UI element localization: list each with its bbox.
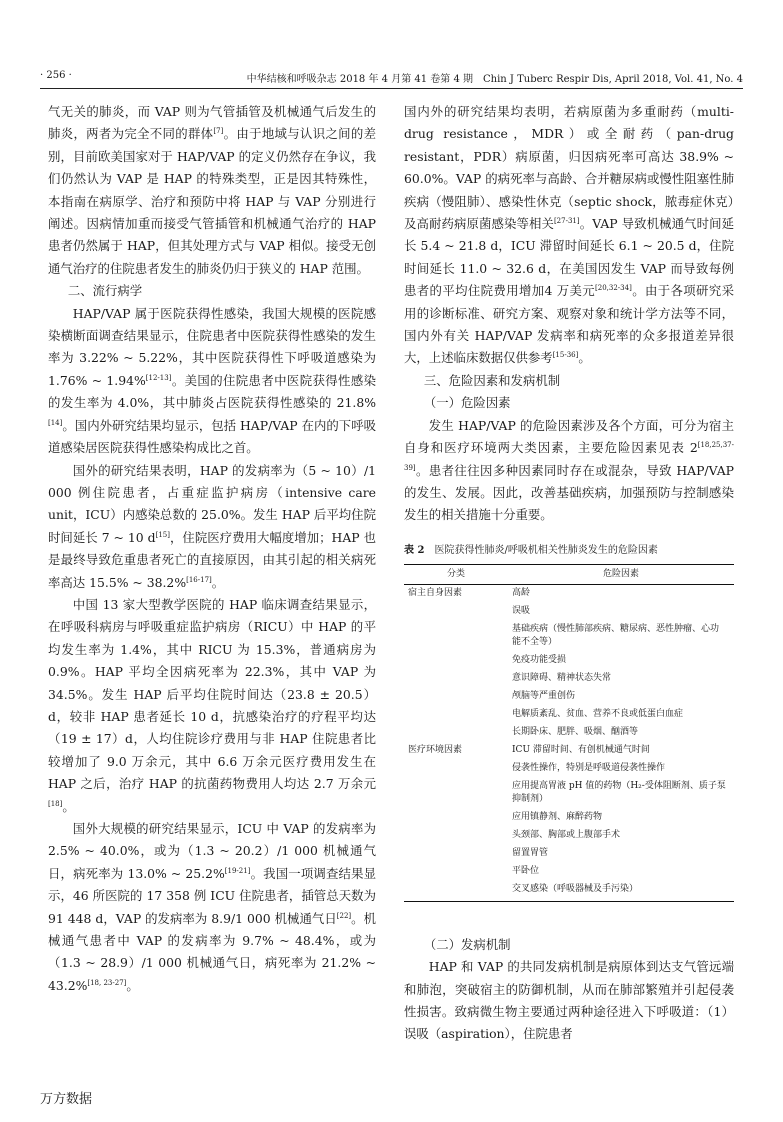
table-row [404, 724, 734, 742]
table-row [404, 863, 734, 881]
paragraph: 中国 13 家大型教学医院的 HAP 临床调查结果显示，在呼吸科病房与呼吸重症监护病房（RICU）中 HAP 的平均发生率为 1.4%，其中 RICU 为 15.3%，普通病房为 0.9%。HAP 平均全因病死率为 22.3%，其中 VAP 为 34.5%。发生 HAP 后平均住院时间达（23.8 ± 20.5）d，较非 HAP 患者延长 10 d，抗感染治疗的疗程平均达（19 ± 17）d，人均住院诊疗费用与非 HAP 住院患者比较增加了 9.0 万余元，其中 6.6 万余元医疗费用发生在 HAP 之后，治疗 HAP 的抗菌药物费用人均达 2.7 万余元[18]。 [48, 596, 376, 814]
citation[interactable]: [16-17] [186, 575, 212, 584]
table-title: 医院获得性肺炎/呼吸机相关性肺炎发生的危险因素 [434, 544, 658, 556]
subsection-heading-risk: （一）危险因素 [423, 395, 511, 411]
factor-cell: 意识障碍、精神状态失常 [512, 672, 612, 683]
table-row [404, 670, 734, 688]
risk-factor-table [404, 564, 734, 902]
column-header-factor: 危险因素 [508, 564, 734, 584]
citation[interactable]: [19-21] [224, 866, 251, 875]
citation[interactable]: [20,32-34] [595, 284, 632, 293]
table-row [404, 742, 734, 760]
right-column [404, 101, 734, 1046]
table-row [404, 584, 734, 603]
paragraph: 国外的研究结果表明，HAP 的发病率为（5 ~ 10）/1 000 例住院患者，占重症监护病房（intensive care unit，ICU）内感染总数的 25.0%。发生 HAP 后平均住院时间延长 7 ~ 10 d[15]，住院医疗费用大幅度增加；HAP 也是最终导致危重患者死亡的直接原因，由其引起的相关病死率高达 15.5% ~ 38.2%[16-17]。 [48, 462, 377, 590]
citation[interactable]: [18,25,37-39] [404, 441, 734, 472]
left-column [48, 101, 376, 997]
factor-cell: 交叉感染（呼吸器械及手污染） [508, 881, 734, 902]
citation[interactable]: [18, 23-27] [87, 978, 127, 987]
citation[interactable]: [18] [48, 799, 63, 808]
category-cell: 宿主自身因素 [408, 587, 463, 598]
citation[interactable]: [27-31] [553, 217, 580, 226]
table-row [404, 652, 734, 670]
citation[interactable]: [15] [155, 530, 170, 539]
paragraph: HAP 和 VAP 的共同发病机制是病原体到达支气管远端和肺泡，突破宿主的防御机制，从而在肺部繁殖并引起侵袭性损害。致病微生物主要通过两种途径进入下呼吸道：（1）误吸（aspiration），住院患者 [404, 959, 734, 1042]
table-row [404, 845, 734, 863]
factor-cell: 误吸 [512, 605, 531, 616]
table-row [404, 706, 734, 724]
citation[interactable]: [15-36] [552, 351, 579, 360]
paragraph: HAP/VAP 属于医院获得性感染，我国大规模的医院感染横断面调查结果显示，住院患者中医院获得性感染的发生率为 3.22% ~ 5.22%，其中医院获得性下呼吸道感染为 1.76% ~ 1.94%[12-13]。美国的住院患者中医院获得性感染的发生率为 4.0%，其中肺炎占医院获得性感染的 21.8%[14]。国内外研究结果均显示，包括 HAP/VAP 在内的下呼吸道感染居医院获得性感染构成比之首。 [48, 305, 377, 456]
table-row [404, 827, 734, 845]
journal-citation: 中华结核和呼吸杂志 2018 年 4 月第 41 卷第 4 期 Chin J Tuberc Respir Dis, April 2018, Vol. 41, No. 4 [246, 74, 743, 85]
section-heading-epidemiology: 二、流行病学 [67, 283, 143, 299]
section-heading-risk-mechanism: 三、危险因素和发病机制 [423, 372, 561, 388]
category-cell: 医疗环境因素 [408, 744, 463, 755]
table-row [404, 881, 734, 902]
paragraph: 气无关的肺炎，而 VAP 则为气管插管及机械通气后发生的肺炎，两者为完全不同的群体[7]。由于地域与认识之间的差别，目前欧美国家对于 HAP/VAP 的定义仍然存在争议，我们仍然认为 VAP 是 HAP 的特殊类型，正是因其特殊性，本指南在病原学、治疗和预防中将 HAP 与 VAP 分别进行阐述。因病情加重而接受气管插管和机械通气治疗的 HAP 患者仍然属于 HAP，但其处理方式与 VAP 相似。接受无创通气治疗的住院患者发生的肺炎仍归于狭义的 HAP 范围。 [48, 104, 377, 276]
table-row [404, 809, 734, 827]
watermark: 万方数据 [40, 1092, 93, 1107]
factor-cell: 头颈部、胸部或上腹部手术 [512, 829, 621, 840]
table-row [404, 688, 734, 706]
factor-cell: 电解质紊乱、贫血、营养不良或低蛋白血症 [512, 708, 684, 719]
table-row [404, 778, 734, 809]
running-header [40, 70, 743, 86]
paragraph: 发生 HAP/VAP 的危险因素涉及各个方面，可分为宿主自身和医疗环境两大类因素，主要危险因素见表 2[18,25,37-39]。患者往往因多种因素同时存在或混杂，导致 HAP/VAP 的发生、发展。因此，改善基础疾病，加强预防与控制感染发生的相关措施十分重要。 [404, 417, 734, 523]
subsection-heading-mechanism: （二）发病机制 [423, 936, 511, 952]
table-caption [404, 543, 734, 559]
paragraph: 国内外的研究结果均表明，若病原菌为多重耐药（multi-drug resistance，MDR）或全耐药（pan-drug resistant，PDR）病原菌，归因病死率可高达 38.9% ~ 60.0%。VAP 的病死率与高龄、合并糖尿病或慢性阻塞性肺疾病（慢阻肺）、感染性休克（septic shock，脓毒症休克）及高耐药病原菌感染等相关[27-31]。VAP 导致机械通气时间延长 5.4 ~ 21.8 d，ICU 滞留时间延长 6.1 ~ 20.5 d，住院时间延长 11.0 ~ 32.6 d，在美国因发生 VAP 而导致每例患者的平均住院费用增加4 万美元[20,32-34]。由于各项研究采用的诊断标准、研究方案、观察对象和统计学方法等不同，国内外有关 HAP/VAP 发病率和病死率的众多报道差异很大，上述临床数据仅供参考[15-36]。 [404, 104, 734, 366]
table-row [404, 760, 734, 778]
citation[interactable]: [22] [336, 911, 352, 920]
citation[interactable]: [7] [213, 127, 224, 136]
factor-cell: 应用提高胃液 pH 值的药物（H₂-受体阻断剂、质子泵抑制剂） [512, 780, 726, 804]
header-rule [40, 88, 743, 89]
factor-cell: 免疫功能受损 [512, 654, 567, 665]
factor-cell: 应用镇静剂、麻醉药物 [512, 811, 603, 822]
table-row [404, 603, 734, 621]
citation[interactable]: [14] [48, 418, 63, 427]
factor-cell: 平卧位 [512, 865, 540, 876]
table-row [404, 621, 734, 652]
paragraph: 国外大规模的研究结果显示，ICU 中 VAP 的发病率为 2.5% ~ 40.0%，或为（1.3 ~ 20.2）/1 000 机械通气日，病死率为 13.0% ~ 25.2%[19-21]。我国一项调查结果显示，46 所医院的 17 358 例 ICU 住院患者，插管总天数为 91 448 d，VAP 的发病率为 8.9/1 000 机械通气日[22]。机械通气患者中 VAP 的发病率为 9.7% ~ 48.4%，或为（1.3 ~ 28.9）/1 000 机械通气日，病死率为 21.2% ~ 43.2%[18, 23-27]。 [48, 821, 377, 993]
table-label: 表 2 [404, 544, 425, 556]
factor-cell: 颅脑等严重创伤 [512, 690, 576, 701]
factor-cell: 高龄 [512, 587, 531, 598]
factor-cell: 长期卧床、肥胖、吸烟、酗酒等 [512, 726, 639, 737]
factor-cell: ICU 滞留时间、有创机械通气时间 [512, 744, 650, 755]
column-header-category: 分类 [404, 564, 508, 584]
citation[interactable]: [12-13] [145, 373, 172, 382]
factor-cell: 侵袭性操作，特别是呼吸道侵袭性操作 [512, 762, 666, 773]
factor-cell: 留置胃管 [512, 847, 549, 858]
factor-cell: 基础疾病（慢性肺部疾病、糖尿病、恶性肿瘤、心功能不全等） [512, 623, 720, 647]
page-number: · 256 · [40, 70, 72, 81]
